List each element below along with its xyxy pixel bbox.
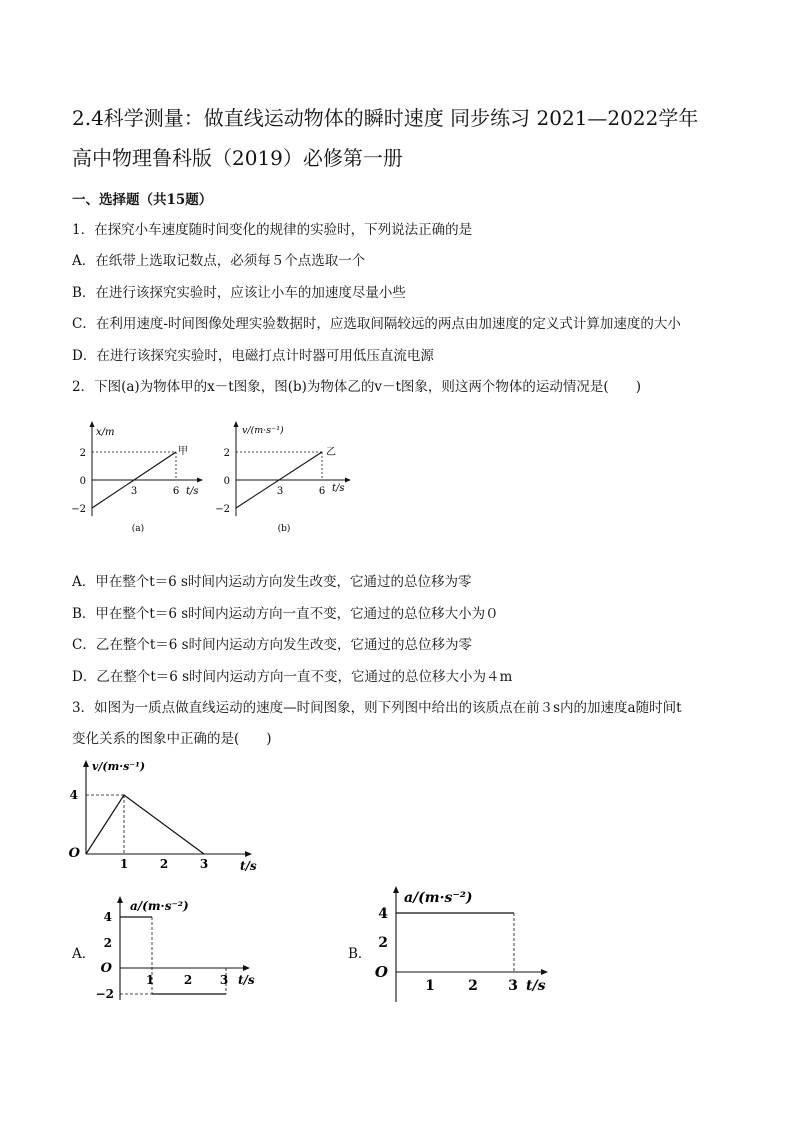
x-tick-label: 1 [119, 857, 129, 871]
q3-chart-vt [68, 756, 268, 880]
q3-option-b-label: B． [348, 946, 372, 962]
x-axis-label: t/s [186, 486, 199, 497]
q2-figure-a [70, 418, 210, 538]
x-tick-label: 3 [199, 857, 209, 871]
q2-stem: 2．下图(a)为物体甲的x－t图象，图(b)为物体乙的v－t图象，则这两个物体的运动情况是( ) [72, 379, 641, 395]
x-axis-arrow [345, 478, 351, 483]
y-axis-arrow [90, 421, 95, 427]
y-tick-label: 2 [79, 448, 86, 459]
q3-chart-option-a [96, 890, 276, 1008]
x-axis-arrow [541, 969, 548, 975]
y-tick-label: 2 [103, 936, 112, 950]
x-tick-label: 6 [318, 486, 326, 497]
x-axis-arrow [243, 965, 250, 971]
x-axis-arrow [245, 851, 252, 857]
x-tick-label: 1 [145, 973, 155, 987]
y-axis-label: v/(m·s⁻¹) [242, 425, 284, 436]
y-axis-arrow [83, 760, 89, 767]
figure-caption: (b) [277, 524, 291, 534]
y-tick-label: 4 [378, 906, 388, 922]
origin-label: O [374, 963, 388, 981]
y-tick-label: −2 [95, 987, 114, 1001]
y-axis-label: v/(m·s⁻¹) [92, 760, 146, 773]
x-tick-label: 1 [425, 978, 435, 994]
y-axis-arrow [117, 896, 123, 903]
x-tick-label: 3 [508, 978, 518, 994]
x-axis-arrow [197, 478, 203, 483]
q2-figure-b [216, 418, 366, 538]
y-tick-label: 2 [223, 448, 230, 459]
x-tick-label: 2 [468, 978, 478, 994]
y-tick-label: −2 [71, 504, 86, 515]
y-tick-label: 0 [223, 476, 230, 487]
q3-stem-line2: 变化关系的图象中正确的是( ) [72, 731, 272, 747]
series-label: 乙 [326, 447, 336, 458]
y-axis-arrow [393, 886, 399, 893]
y-tick-label: 2 [378, 935, 388, 951]
q2-option-a: A．甲在整个t＝6 s时间内运动方向发生改变，它通过的总位移为零 [72, 574, 472, 590]
q1-stem: 1．在探究小车速度随时间变化的规律的实验时，下列说法正确的是 [72, 222, 473, 238]
q3-stem-line1: 3．如图为一质点做直线运动的速度—时间图象，则下列图中给出的该质点在前３s内的加速度a随时间t [72, 700, 682, 716]
doc-title-line2: 高中物理鲁科版（2019）必修第一册 [72, 146, 403, 170]
y-axis-label: a/(m·s⁻²) [130, 899, 189, 913]
series-line-v [86, 795, 204, 854]
x-axis-label: t/s [332, 483, 345, 494]
y-axis-arrow [234, 421, 239, 427]
y-axis-label: a/(m·s⁻²) [404, 890, 473, 906]
doc-title-line1: 2.4科学测量：做直线运动物体的瞬时速度 同步练习 2021—2022学年 [72, 106, 699, 130]
q1-option-a: A．在纸带上选取记数点，必须每５个点选取一个 [72, 253, 366, 269]
x-tick-label: 2 [159, 857, 169, 871]
x-axis-label: t/s [240, 859, 257, 873]
q3-chart-option-b [368, 880, 568, 1010]
y-axis-label: x/m [96, 427, 115, 438]
x-tick-label: 2 [183, 973, 193, 987]
figure-caption: (a) [131, 524, 145, 534]
q2-option-c: C．乙在整个t＝6 s时间内运动方向发生改变，它通过的总位移为零 [72, 637, 473, 653]
q1-option-c: C．在利用速度-时间图像处理实验数据时，应选取间隔较远的两点由加速度的定义式计算加速度的大小 [72, 316, 681, 332]
y-tick-label: 4 [69, 788, 78, 802]
y-tick-label: 0 [79, 476, 86, 487]
y-tick-label: 4 [103, 910, 112, 924]
q2-option-d: D．乙在整个t＝6 s时间内运动方向一直不变，它通过的总位移大小为４m [72, 669, 513, 685]
x-axis-label: t/s [526, 978, 546, 994]
origin-label: O [68, 846, 80, 861]
origin-label: O [100, 961, 112, 976]
q3-option-b-figure [368, 880, 568, 1010]
x-tick-label: 3 [130, 486, 138, 497]
x-tick-label: 3 [219, 973, 229, 987]
x-axis-label: t/s [238, 973, 255, 987]
x-tick-label: 6 [172, 486, 180, 497]
series-label: 甲 [178, 446, 188, 457]
q1-option-b: B．在进行该探究实验时，应该让小车的加速度尽量小些 [72, 285, 406, 301]
q3-option-a-figure [96, 890, 276, 1008]
q1-option-d: D．在进行该探究实验时，电磁打点计时器可用低压直流电源 [72, 348, 434, 364]
q2-chart-b [216, 418, 366, 538]
q3-figure-vt [68, 756, 268, 880]
q2-option-b: B．甲在整个t＝6 s时间内运动方向一直不变，它通过的总位移大小为０ [72, 606, 499, 622]
x-tick-label: 3 [276, 486, 284, 497]
q2-chart-a [70, 418, 210, 538]
section-heading: 一、选择题（共15题） [72, 192, 213, 208]
q3-option-a-label: A． [72, 946, 96, 962]
y-tick-label: −2 [215, 504, 230, 515]
